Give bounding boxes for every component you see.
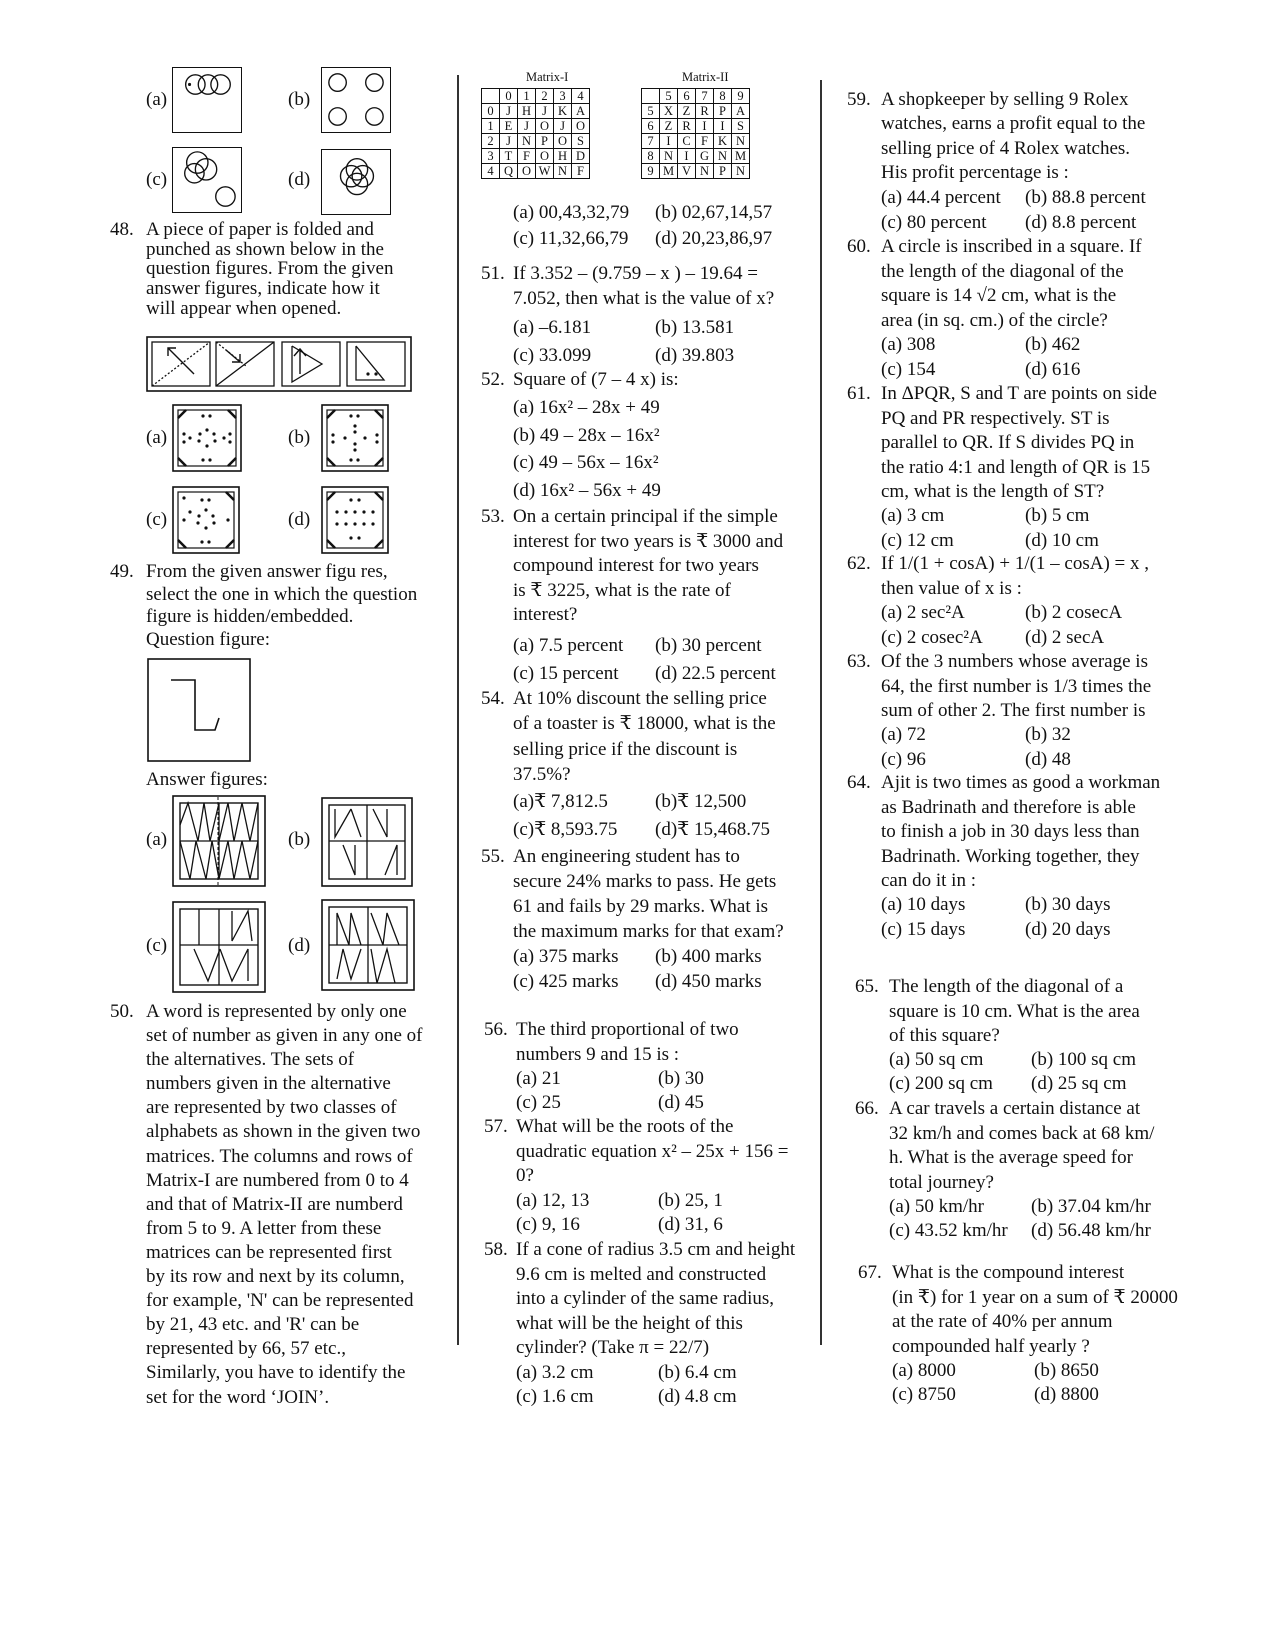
option-d[interactable]: (d) 4.8 cm [658,1386,737,1407]
question-text-line: set of number as given in any one of [146,1025,423,1047]
question-text-line: 37.5%? [513,763,571,785]
matrix-cell: V [678,164,696,179]
question-text-line: h. What is the average speed for [889,1147,1133,1168]
question-text-line: 7.052, then what is the value of x? [513,288,775,309]
option-c[interactable]: (c) 2 cosec²A [881,626,983,648]
option-a[interactable]: (a) 375 marks [513,946,619,967]
question-text-line: quadratic equation x² – 25x + 156 = [516,1140,789,1162]
option-b[interactable]: (b) 30 days [1025,894,1111,915]
question-text-line: PQ and PR respectively. ST is [881,407,1110,429]
matrix-cell: J [500,134,518,149]
matrix-cell: K [554,104,572,119]
question-text-line: cm, what is the length of ST? [881,481,1105,502]
option-d[interactable]: (d) 10 cm [1025,529,1099,551]
matrix-row [642,104,750,119]
option-d[interactable]: (d) 45 [658,1092,704,1113]
question-number: 65. [855,976,879,997]
matrix-cell: Q [500,164,518,179]
question-figure-label: Question figure: [146,628,271,650]
option-b[interactable]: (b) 30 [658,1068,704,1089]
question-text-line: and that of Matrix-II are numberd [146,1193,403,1215]
column-divider-left [457,75,459,1345]
matrix-cell: J [536,104,554,119]
option-d[interactable]: (d)₹ 15,468.75 [655,819,770,840]
matrix-cell: F [572,164,590,179]
question-number: 53. [481,506,505,527]
question-text-line: what will be the height of this [516,1312,743,1334]
question-text-line: alphabets as shown in the given two [146,1121,421,1143]
option-b[interactable]: (b) 37.04 km/hr [1031,1196,1151,1217]
option-a[interactable]: (a) 16x² – 28x + 49 [513,397,660,418]
matrix-cell: Z [660,119,678,134]
option-a-label: (a) [146,89,168,110]
option-c[interactable]: (c) 25 [516,1092,561,1113]
matrix-row [482,149,590,164]
question-text-line: punched as shown below in the [146,238,384,260]
question-text-line: 0? [516,1165,534,1186]
matrix-cell: 8 [642,149,660,164]
question-text-line: will appear when opened. [146,297,342,319]
option-a[interactable]: (a) 50 km/hr [889,1196,984,1217]
option-a[interactable]: (a) 8000 [892,1360,956,1381]
option-a[interactable]: (a) 72 [881,724,926,745]
q48-answer-c [172,486,240,554]
matrix-cell: 6 [678,89,696,104]
question-text-line: at the rate of 40% per annum [892,1311,1113,1332]
question-text-line: From the given answer figu res, [146,561,388,582]
matrix-cell: I [660,134,678,149]
matrix-cell: J [500,104,518,119]
question-text-line: square is 10 cm. What is the area [889,1000,1140,1022]
q49-question-figure [147,658,251,762]
option-a[interactable]: (a) 00,43,32,79 [513,202,630,223]
question-text-line: What will be the roots of the [516,1116,734,1137]
option-a[interactable]: (a) 3.2 cm [516,1362,594,1383]
option-c[interactable]: (c) 15 percent [513,663,619,684]
matrix-cell: N [660,149,678,164]
question-text-line: A car travels a certain distance at [889,1098,1141,1119]
question-text-line: Badrinath. Working together, they [881,845,1140,867]
question-number: 63. [847,651,871,672]
question-text-line: Similarly, you have to identify the [146,1362,406,1384]
option-a[interactable]: (a) 2 sec²A [881,602,965,623]
option-b[interactable]: (b) 6.4 cm [658,1362,737,1383]
question-text-line: the maximum marks for that exam? [513,921,784,942]
matrix-cell: I [678,149,696,164]
option-d[interactable]: (d) 616 [1025,358,1081,380]
matrix-cell: X [660,104,678,119]
question-text-line: selling price if the discount is [513,738,738,760]
question-text-line: Matrix-I are numbered from 0 to 4 [146,1169,409,1191]
question-text-line: of a toaster is ₹ 18000, what is the [513,713,776,735]
question-text-line: The third proportional of two [516,1019,739,1040]
option-b[interactable]: (b) 5 cm [1025,505,1090,526]
question-text-line: interest? [513,604,578,626]
question-text-line: 9.6 cm is melted and constructed [516,1263,767,1285]
matrix-cell [482,89,500,104]
question-text-line: If 3.352 – (9.759 – x ) – 19.64 = [513,263,759,284]
option-a[interactable]: (a) 308 [881,334,936,355]
question-number: 56. [484,1019,508,1040]
matrix-cell: N [518,134,536,149]
option-d[interactable]: (d) 16x² – 56x + 49 [513,479,661,501]
question-text-line: matrices. The columns and rows of [146,1145,413,1167]
question-number: 67. [858,1262,882,1283]
matrix-cell: Z [678,104,696,119]
matrix-cell: J [518,119,536,134]
option-d[interactable]: (d) 48 [1025,748,1071,770]
matrix-1-title: Matrix-I [526,70,569,84]
matrix-cell: P [714,164,732,179]
question-text-line: If a cone of radius 3.5 cm and height [516,1239,796,1260]
option-c[interactable]: (c) 96 [881,748,926,770]
matrix-cell: 7 [642,134,660,149]
option-b[interactable]: (b) 462 [1025,334,1081,355]
question-text-line: Square of (7 – 4 x) is: [513,369,679,390]
matrix-cell: O [518,164,536,179]
option-a[interactable]: (a) 7.5 percent [513,635,624,656]
option-b[interactable]: (b) 32 [1025,724,1071,745]
matrix-cell: 1 [482,119,500,134]
question-text-line: Ajit is two times as good a workman [881,772,1161,793]
option-d[interactable]: (d) 39.803 [655,345,735,366]
question-text-line: of this square? [889,1025,1000,1046]
option-c[interactable]: (c) 11,32,66,79 [513,228,629,249]
question-text-line: sum of other 2. The first number is [881,700,1146,721]
option-b[interactable]: (b) 30 percent [655,635,762,656]
question-text-line: In ΔPQR, S and T are points on side [881,383,1157,404]
option-a-label: (a) [146,427,168,448]
question-text-line: His profit percentage is : [881,162,1069,184]
option-c-label: (c) [146,169,168,190]
question-text-line: compound interest for two years [513,555,759,577]
matrix-cell: M [732,149,750,164]
option-b[interactable]: (b) 13.581 [655,317,735,338]
option-b[interactable]: (b) 25, 1 [658,1190,723,1211]
option-d[interactable]: (d) 2 secA [1025,626,1105,648]
option-a-label: (a) [146,829,168,850]
matrix-cell: R [678,119,696,134]
matrix-row [642,119,750,134]
option-c[interactable]: (c) 12 cm [881,529,954,551]
question-number: 62. [847,553,871,574]
matrix-2-table [641,88,750,179]
matrix-2-title: Matrix-II [682,70,729,84]
option-b[interactable]: (b) 88.8 percent [1025,187,1146,208]
q49-answer-d [321,899,415,991]
option-b[interactable]: (b)₹ 12,500 [655,791,747,812]
question-text-line: the length of the diagonal of the [881,260,1124,282]
matrix-cell: O [536,149,554,164]
option-a[interactable]: (a) 3 cm [881,505,945,526]
matrix-cell: 4 [482,164,500,179]
question-number: 55. [481,846,505,867]
option-b[interactable]: (b) 49 – 28x – 16x² [513,424,660,446]
question-text-line: figure is hidden/embedded. [146,606,354,627]
question-text-line: A shopkeeper by selling 9 Rolex [881,89,1129,110]
question-number: 57. [484,1116,508,1137]
matrix-row [642,149,750,164]
option-c[interactable]: (c)₹ 8,593.75 [513,819,618,840]
option-b-label: (b) [288,829,311,850]
question-text-line: Of the 3 numbers whose average is [881,651,1148,672]
question-number: 50. [110,1001,134,1022]
option-c[interactable]: (c) 154 [881,358,936,380]
question-number: 60. [847,236,871,257]
option-c[interactable]: (c) 9, 16 [516,1214,580,1235]
question-text-line: question figures. From the given [146,258,394,280]
question-text-line: (in ₹) for 1 year on a sum of ₹ 20000 [892,1286,1178,1308]
matrix-cell: W [536,164,554,179]
question-text-line: are represented by two classes of [146,1097,397,1119]
option-b[interactable]: (b) 8650 [1034,1360,1099,1381]
matrix-cell: H [518,104,536,119]
question-text-line: matrices can be represented first [146,1241,392,1263]
question-text-line: by 21, 43 etc. and 'R' can be [146,1314,360,1336]
question-text-line: 32 km/h and comes back at 68 km/ [889,1122,1155,1144]
matrix-header-row [642,89,750,104]
option-b[interactable]: (b) 02,67,14,57 [655,202,773,223]
question-text-line: is ₹ 3225, what is the rate of [513,579,731,601]
question-text-line: At 10% discount the selling price [513,688,767,709]
question-text-line: answer figures, indicate how it [146,278,380,300]
matrix-cell: K [714,134,732,149]
matrix-row [642,164,750,179]
option-c[interactable]: (c) 49 – 56x – 16x² [513,452,659,473]
option-a[interactable]: (a)₹ 7,812.5 [513,791,608,812]
question-number: 48. [110,219,134,240]
matrix-cell: C [678,134,696,149]
question-text-line: into a cylinder of the same radius, [516,1288,775,1309]
option-c[interactable]: (c) 200 sq cm [889,1073,993,1094]
option-d[interactable]: (d) 8800 [1034,1384,1099,1405]
option-c[interactable]: (c) 8750 [892,1384,956,1405]
matrix-cell: S [732,119,750,134]
matrix-cell: O [572,119,590,134]
question-number: 52. [481,369,505,390]
question-text-line: set for the word ‘JOIN’. [146,1386,330,1408]
option-b-label: (b) [288,427,311,448]
matrix-cell: 4 [572,89,590,104]
matrix-1-table [481,88,590,179]
option-d[interactable]: (d) 31, 6 [658,1214,723,1235]
matrix-cell: R [696,104,714,119]
matrix-cell: 0 [482,104,500,119]
question-text-line: square is 14 √2 cm, what is the [881,285,1117,306]
question-text-line: The length of the diagonal of a [889,976,1124,997]
matrix-cell: 2 [482,134,500,149]
question-text-line: to finish a job in 30 days less than [881,821,1140,842]
matrix-cell: 3 [482,149,500,164]
question-text-line: area (in sq. cm.) of the circle? [881,309,1108,331]
option-d[interactable]: (d) 22.5 percent [655,663,776,684]
question-text-line: select the one in which the question [146,583,418,605]
matrix-cell: 9 [642,164,660,179]
option-d[interactable]: (d) 8.8 percent [1025,211,1137,233]
option-c[interactable]: (c) 425 marks [513,971,619,992]
matrix-cell: O [554,134,572,149]
matrix-cell: F [518,149,536,164]
question-number: 61. [847,383,871,404]
matrix-cell: 8 [714,89,732,104]
question-text-line: the ratio 4:1 and length of QR is 15 [881,456,1151,478]
question-text-line: for example, 'N' can be represented [146,1290,414,1312]
q49-answer-b [321,797,413,887]
option-a[interactable]: (a) 12, 13 [516,1190,590,1211]
question-text-line: the alternatives. The sets of [146,1049,355,1071]
question-text-line: by its row and next by its column, [146,1266,405,1288]
matrix-cell: A [572,104,590,119]
q48-answer-b [321,404,389,472]
option-d[interactable]: (d) 20 days [1025,918,1111,940]
matrix-cell: E [500,119,518,134]
q48-answer-d [321,486,389,554]
option-d-label: (d) [288,935,311,956]
option-a[interactable]: (a) –6.181 [513,317,592,338]
question-text-line: secure 24% marks to pass. He gets [513,871,777,892]
matrix-row [482,164,590,179]
matrix-cell: 6 [642,119,660,134]
option-a[interactable]: (a) 44.4 percent [881,187,1001,208]
matrix-cell [642,89,660,104]
q47-figure-d [321,149,391,215]
matrix-cell: N [714,149,732,164]
option-b[interactable]: (b) 400 marks [655,946,762,967]
q47-figure-c [172,147,242,213]
question-text-line: 64, the first number is 1/3 times the [881,675,1152,697]
question-text-line: represented by 66, 57 etc., [146,1338,346,1360]
option-c[interactable]: (c) 80 percent [881,211,987,233]
question-text-line: numbers given in the alternative [146,1073,391,1095]
matrix-cell: D [572,149,590,164]
matrix-header-row [482,89,590,104]
matrix-cell: 1 [518,89,536,104]
option-c-label: (c) [146,935,168,956]
question-text-line: can do it in : [881,870,976,891]
question-text-line: What is the compound interest [892,1262,1125,1283]
question-text-line: compounded half yearly ? [892,1335,1090,1357]
q49-answer-c [172,901,266,993]
question-text-line: numbers 9 and 15 is : [516,1043,680,1065]
option-d-label: (d) [288,169,311,190]
matrix-cell: P [536,134,554,149]
question-text-line: An engineering student has to [513,846,740,867]
option-c-label: (c) [146,509,168,530]
option-d[interactable]: (d) 20,23,86,97 [655,228,773,249]
question-text-line: 61 and fails by 29 marks. What is [513,896,769,917]
matrix-cell: N [732,164,750,179]
question-number: 59. [847,89,871,110]
matrix-cell: I [696,119,714,134]
matrix-row [482,134,590,149]
question-number: 51. [481,263,505,284]
question-text-line: A piece of paper is folded and [146,219,374,240]
q47-figure-a [172,67,242,133]
option-d[interactable]: (d) 25 sq cm [1031,1073,1127,1094]
option-c[interactable]: (c) 43.52 km/hr [889,1220,1008,1241]
matrix-cell: G [696,149,714,164]
question-number: 49. [110,561,134,582]
matrix-cell: 7 [696,89,714,104]
matrix-cell: A [732,104,750,119]
matrix-cell: S [572,134,590,149]
option-c[interactable]: (c) 15 days [881,918,966,940]
question-text-line: from 5 to 9. A letter from these [146,1217,382,1239]
option-d-label: (d) [288,509,311,530]
matrix-row [482,104,590,119]
matrix-cell: 0 [500,89,518,104]
question-text-line: watches, earns a profit equal to the [881,113,1146,135]
option-b[interactable]: (b) 2 cosecA [1025,602,1123,623]
option-a[interactable]: (a) 10 days [881,894,966,915]
question-number: 54. [481,688,505,709]
question-number: 64. [847,772,871,793]
question-text-line: A word is represented by only one [146,1001,407,1022]
option-b-label: (b) [288,89,311,110]
matrix-cell: T [500,149,518,164]
column-divider-right [820,80,822,1345]
option-c[interactable]: (c) 33.099 [513,345,592,366]
option-a[interactable]: (a) 50 sq cm [889,1049,984,1070]
matrix-cell: P [714,104,732,119]
matrix-cell: F [696,134,714,149]
question-text-line: cylinder? (Take π = 22/7) [516,1337,710,1358]
q49-answer-a [172,795,266,887]
answer-figures-label: Answer figures: [146,769,268,790]
question-number: 66. [855,1098,879,1119]
matrix-cell: 2 [536,89,554,104]
matrix-cell: N [554,164,572,179]
question-text-line: interest for two years is ₹ 3000 and [513,530,784,552]
matrix-cell: N [732,134,750,149]
question-text-line: If 1/(1 + cosA) + 1/(1 – cosA) = x , [881,553,1150,574]
q48-answer-a [172,404,242,472]
matrix-cell: 5 [642,104,660,119]
q47-figure-b [321,67,391,133]
q48-question-figures [146,336,412,392]
matrix-cell: 5 [660,89,678,104]
matrix-cell: M [660,164,678,179]
option-d[interactable]: (d) 450 marks [655,971,762,992]
question-text-line: A circle is inscribed in a square. If [881,236,1142,257]
matrix-cell: H [554,149,572,164]
option-d[interactable]: (d) 56.48 km/hr [1031,1220,1151,1241]
matrix-cell: O [536,119,554,134]
option-c[interactable]: (c) 1.6 cm [516,1386,594,1407]
question-text-line: then value of x is : [881,577,1022,599]
question-text-line: as Badrinath and therefore is able [881,796,1136,818]
option-a[interactable]: (a) 21 [516,1068,561,1089]
matrix-cell: 3 [554,89,572,104]
question-text-line: selling price of 4 Rolex watches. [881,137,1131,159]
question-text-line: total journey? [889,1171,994,1193]
question-text-line: parallel to QR. If S divides PQ in [881,432,1135,453]
option-b[interactable]: (b) 100 sq cm [1031,1049,1137,1070]
question-number: 58. [484,1239,508,1260]
matrix-cell: I [714,119,732,134]
matrix-cell: N [696,164,714,179]
matrix-cell: 9 [732,89,750,104]
matrix-row [482,119,590,134]
matrix-cell: J [554,119,572,134]
question-text-line: On a certain principal if the simple [513,506,778,527]
matrix-row [642,134,750,149]
